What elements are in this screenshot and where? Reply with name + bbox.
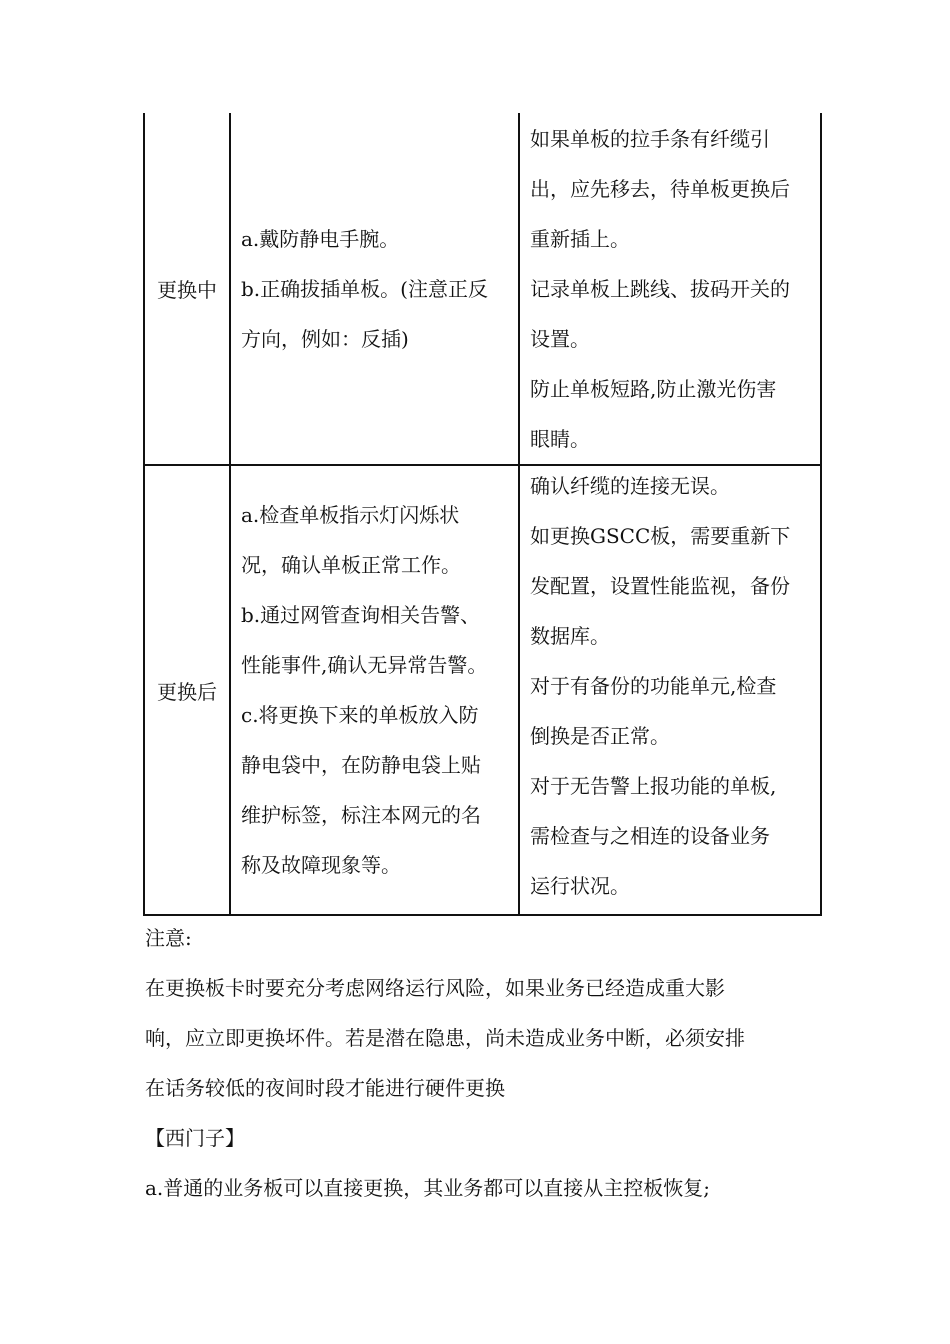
operation-line: 况，确认单板正常工作。 (241, 553, 461, 577)
note-paragraph-line: 在更换板卡时要充分考虑网络运行风险，如果业务已经造成重大影 (145, 976, 725, 1000)
operation-line: b.通过网管查询相关告警、 (241, 603, 481, 627)
notes-cell (519, 113, 821, 465)
operations-cell (230, 113, 519, 465)
notes-cell (519, 465, 821, 915)
note-line: 如更换GSCC板，需要重新下 (530, 524, 791, 548)
note-line: 防止单板短路,防止激光伤害 (530, 376, 777, 401)
operation-line: 静电袋中，在防静电袋上贴 (241, 753, 481, 777)
stage-cell (144, 113, 230, 465)
note-line: 发配置，设置性能监视，备份 (530, 574, 790, 598)
table-row (144, 465, 821, 915)
stage-label: 更换中 (157, 278, 217, 302)
stage-cell (144, 465, 230, 915)
operation-line: 维护标签，标注本网元的名 (241, 803, 481, 827)
note-line: 需检查与之相连的设备业务 (530, 824, 770, 848)
note-line: 重新插上。 (530, 226, 630, 251)
note-section (145, 913, 825, 1213)
board-replacement-table (143, 113, 822, 916)
vendor-item: a.普通的业务板可以直接更换，其业务都可以直接从主控板恢复; (145, 1176, 711, 1200)
operation-line: a.戴防静电手腕。 (241, 226, 400, 251)
operation-line: 称及故障现象等。 (241, 853, 401, 877)
vendor-heading: 【西门子】 (145, 1126, 245, 1150)
note-line: 对于无告警上报功能的单板, (530, 774, 777, 798)
table-row (144, 113, 821, 465)
operation-line: a.检查单板指示灯闪烁状 (241, 503, 460, 527)
note-paragraph-line: 响，应立即更换坏件。若是潜在隐患，尚未造成业务中断，必须安排 (145, 1026, 745, 1050)
note-heading: 注意: (145, 926, 192, 950)
operation-line: 性能事件,确认无异常告警。 (241, 653, 488, 677)
note-line: 设置。 (530, 326, 590, 351)
note-line: 记录单板上跳线、拔码开关的 (530, 276, 790, 301)
note-line: 眼睛。 (530, 426, 590, 451)
note-line: 对于有备份的功能单元,检查 (530, 674, 777, 698)
note-paragraph-line: 在话务较低的夜间时段才能进行硬件更换 (145, 1076, 505, 1100)
stage-label: 更换后 (157, 679, 217, 704)
note-line: 倒换是否正常。 (530, 724, 670, 748)
note-line: 出，应先移去，待单板更换后 (530, 176, 790, 201)
operation-line: c.将更换下来的单板放入防 (241, 703, 479, 727)
note-line: 如果单板的拉手条有纤缆引 (530, 126, 770, 151)
operation-line: 方向，例如：反插) (241, 326, 409, 351)
note-line: 运行状况。 (530, 874, 630, 898)
operations-cell (230, 465, 519, 915)
note-line: 确认纤缆的连接无误。 (530, 474, 730, 498)
note-line: 数据库。 (530, 624, 610, 648)
operation-line: b.正确拔插单板。(注意正反 (241, 276, 488, 301)
